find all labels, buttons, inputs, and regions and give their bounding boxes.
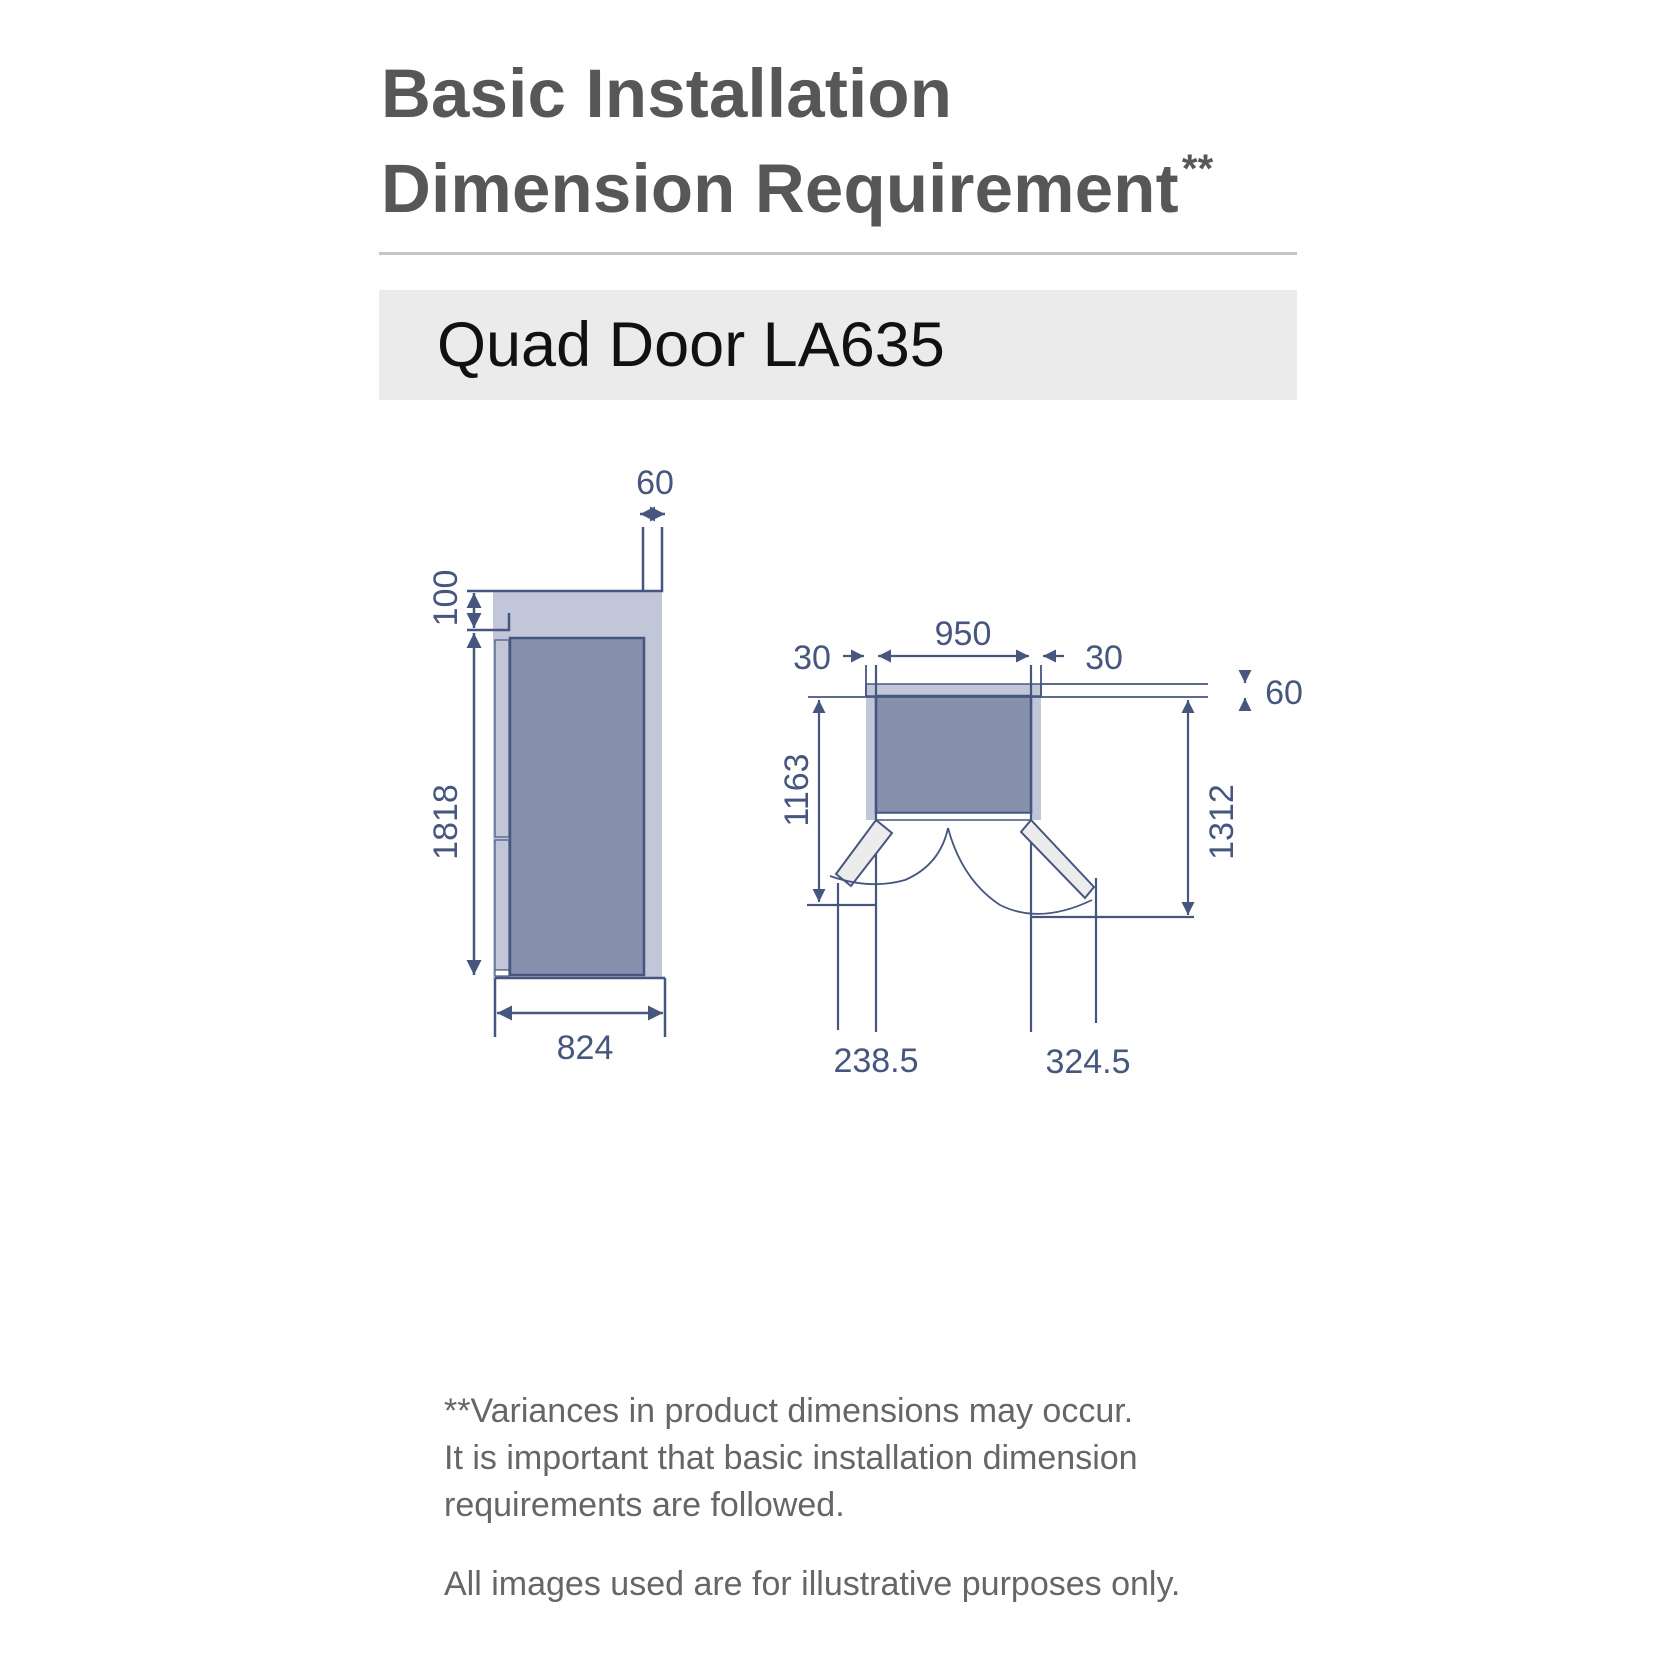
label-top-clearance: 100 (427, 569, 465, 627)
label-width: 950 (934, 615, 992, 653)
side-door-foot (495, 970, 509, 976)
footnote-line-3: requirements are followed. (444, 1486, 845, 1524)
label-right-side-clearance: 30 (1085, 639, 1123, 677)
top-door-front (876, 813, 1031, 820)
side-view-diagram (467, 514, 665, 1037)
left-side-clearance (866, 684, 876, 820)
side-door-upper (495, 640, 509, 837)
top-fridge-body (876, 696, 1031, 813)
side-fridge-body (510, 638, 644, 975)
top-view-diagram (807, 656, 1245, 1032)
footnote (444, 1388, 1344, 1608)
label-depth-right: 1312 (1203, 784, 1241, 860)
disclaimer: All images used are for illustrative purposes only. (444, 1565, 1181, 1603)
model-name: Quad Door LA635 (437, 310, 945, 380)
label-depth-left: 1163 (778, 753, 816, 827)
right-side-clearance (1031, 684, 1041, 820)
title-line-1: Basic Installation (381, 55, 953, 132)
side-top-boundary (467, 527, 662, 591)
label-rear-clearance-top: 60 (1265, 674, 1303, 712)
footnote-marker: ** (1181, 147, 1214, 191)
footnote-line-1: **Variances in product dimensions may occur. (444, 1392, 1134, 1430)
rear-clearance-band (866, 684, 1041, 696)
label-right-door-swing: 324.5 (1045, 1043, 1131, 1081)
label-left-door-swing: 238.5 (833, 1042, 919, 1080)
left-door-open (836, 820, 892, 886)
label-left-side-clearance: 30 (793, 639, 831, 677)
footnote-line-2: It is important that basic installation dimension (444, 1439, 1138, 1477)
title-line-2-text: Dimension Requirement (381, 150, 1179, 227)
label-rear-clearance: 60 (636, 464, 674, 502)
side-door-lower (495, 840, 509, 970)
label-height: 1818 (427, 784, 465, 860)
label-depth: 824 (556, 1029, 614, 1067)
